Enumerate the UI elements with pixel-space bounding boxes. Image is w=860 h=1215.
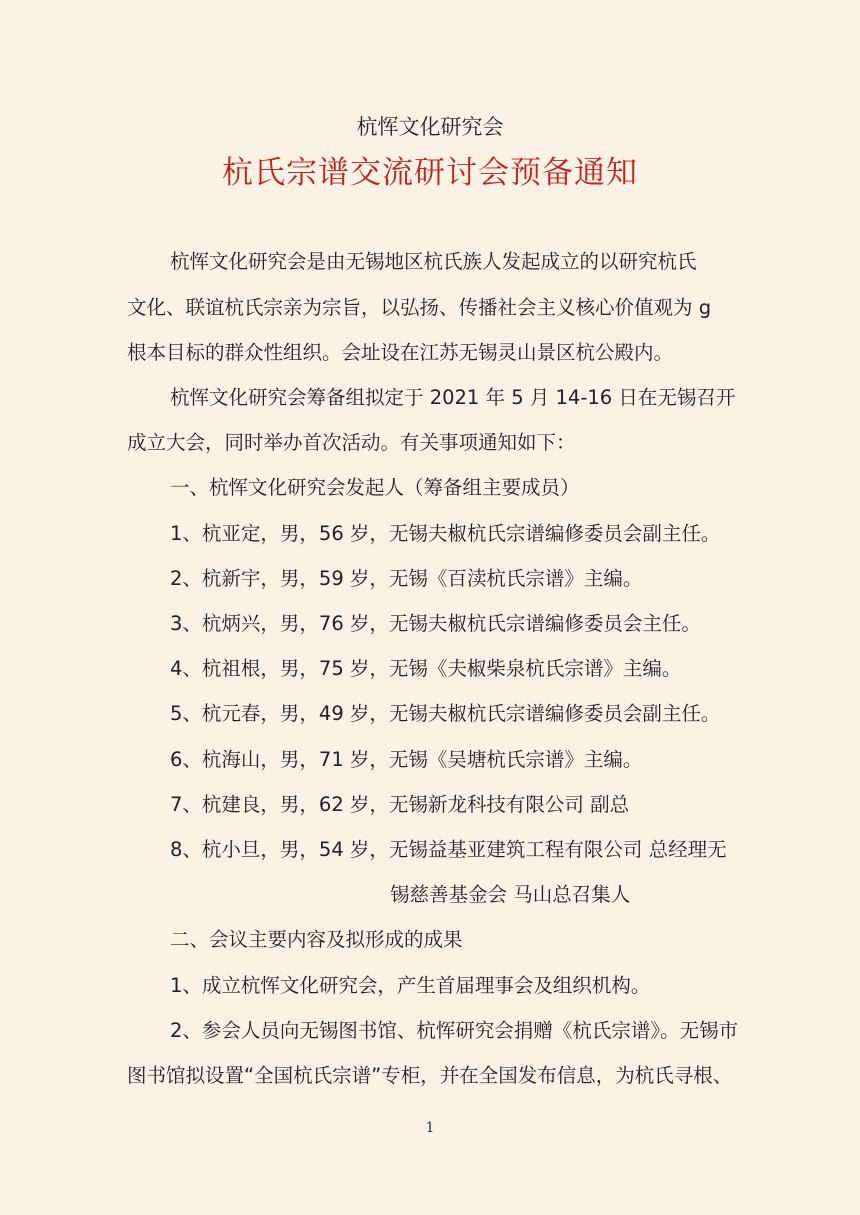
member-item: 7、杭建良，男，62 岁，无锡新龙科技有限公司 副总	[170, 793, 630, 816]
section-2-heading: 二、会议主要内容及拟形成的成果	[170, 928, 463, 951]
plan-line-2: 成立大会，同时举办首次活动。有关事项通知如下：	[127, 431, 576, 454]
organization-name: 杭恽文化研究会	[356, 115, 504, 139]
plan-line-1: 杭恽文化研究会筹备组拟定于 2021 年 5 月 14-16 日在无锡召开	[170, 386, 736, 409]
page-number: 1	[425, 1120, 435, 1136]
member-item: 2、杭新宇，男，59 岁，无锡《百渎杭氏宗谱》主编。	[170, 567, 643, 590]
member-item: 4、杭祖根，男，75 岁，无锡《夫椒柴泉杭氏宗谱》主编。	[170, 657, 682, 680]
member-item: 3、杭炳兴，男，76 岁，无锡夫椒杭氏宗谱编修委员会主任。	[170, 612, 701, 635]
outcome-item: 2、参会人员向无锡图书馆、杭恽研究会捐赠《杭氏宗谱》。无锡市	[170, 1019, 739, 1042]
outcome-item: 1、成立杭恽文化研究会，产生首届理事会及组织机构。	[170, 974, 651, 997]
member-item-continuation: 锡慈善基金会 马山总召集人	[390, 883, 631, 906]
outcome-item-continuation: 图书馆拟设置“全国杭氏宗谱”专柜，并在全国发布信息，为杭氏寻根、	[127, 1064, 733, 1087]
intro-line-2: 文化、联谊杭氏宗亲为宗旨，以弘扬、传播社会主义核心价值观为 g	[127, 296, 712, 319]
intro-line-1: 杭恽文化研究会是由无锡地区杭氏族人发起成立的以研究杭氏	[170, 250, 697, 273]
member-item: 1、杭亚定，男，56 岁，无锡夫椒杭氏宗谱编修委员会副主任。	[170, 522, 721, 545]
section-1-heading: 一、杭恽文化研究会发起人（筹备组主要成员）	[170, 476, 580, 499]
document-title: 杭氏宗谱交流研讨会预备通知	[222, 155, 638, 191]
member-item: 5、杭元春，男，49 岁，无锡夫椒杭氏宗谱编修委员会副主任。	[170, 702, 721, 725]
member-item: 8、杭小旦，男，54 岁，无锡益基亚建筑工程有限公司 总经理无	[170, 838, 727, 861]
intro-line-3: 根本目标的群众性组织。会址设在江苏无锡灵山景区杭公殿内。	[127, 341, 674, 364]
member-item: 6、杭海山，男，71 岁，无锡《吴塘杭氏宗谱》主编。	[170, 748, 643, 771]
